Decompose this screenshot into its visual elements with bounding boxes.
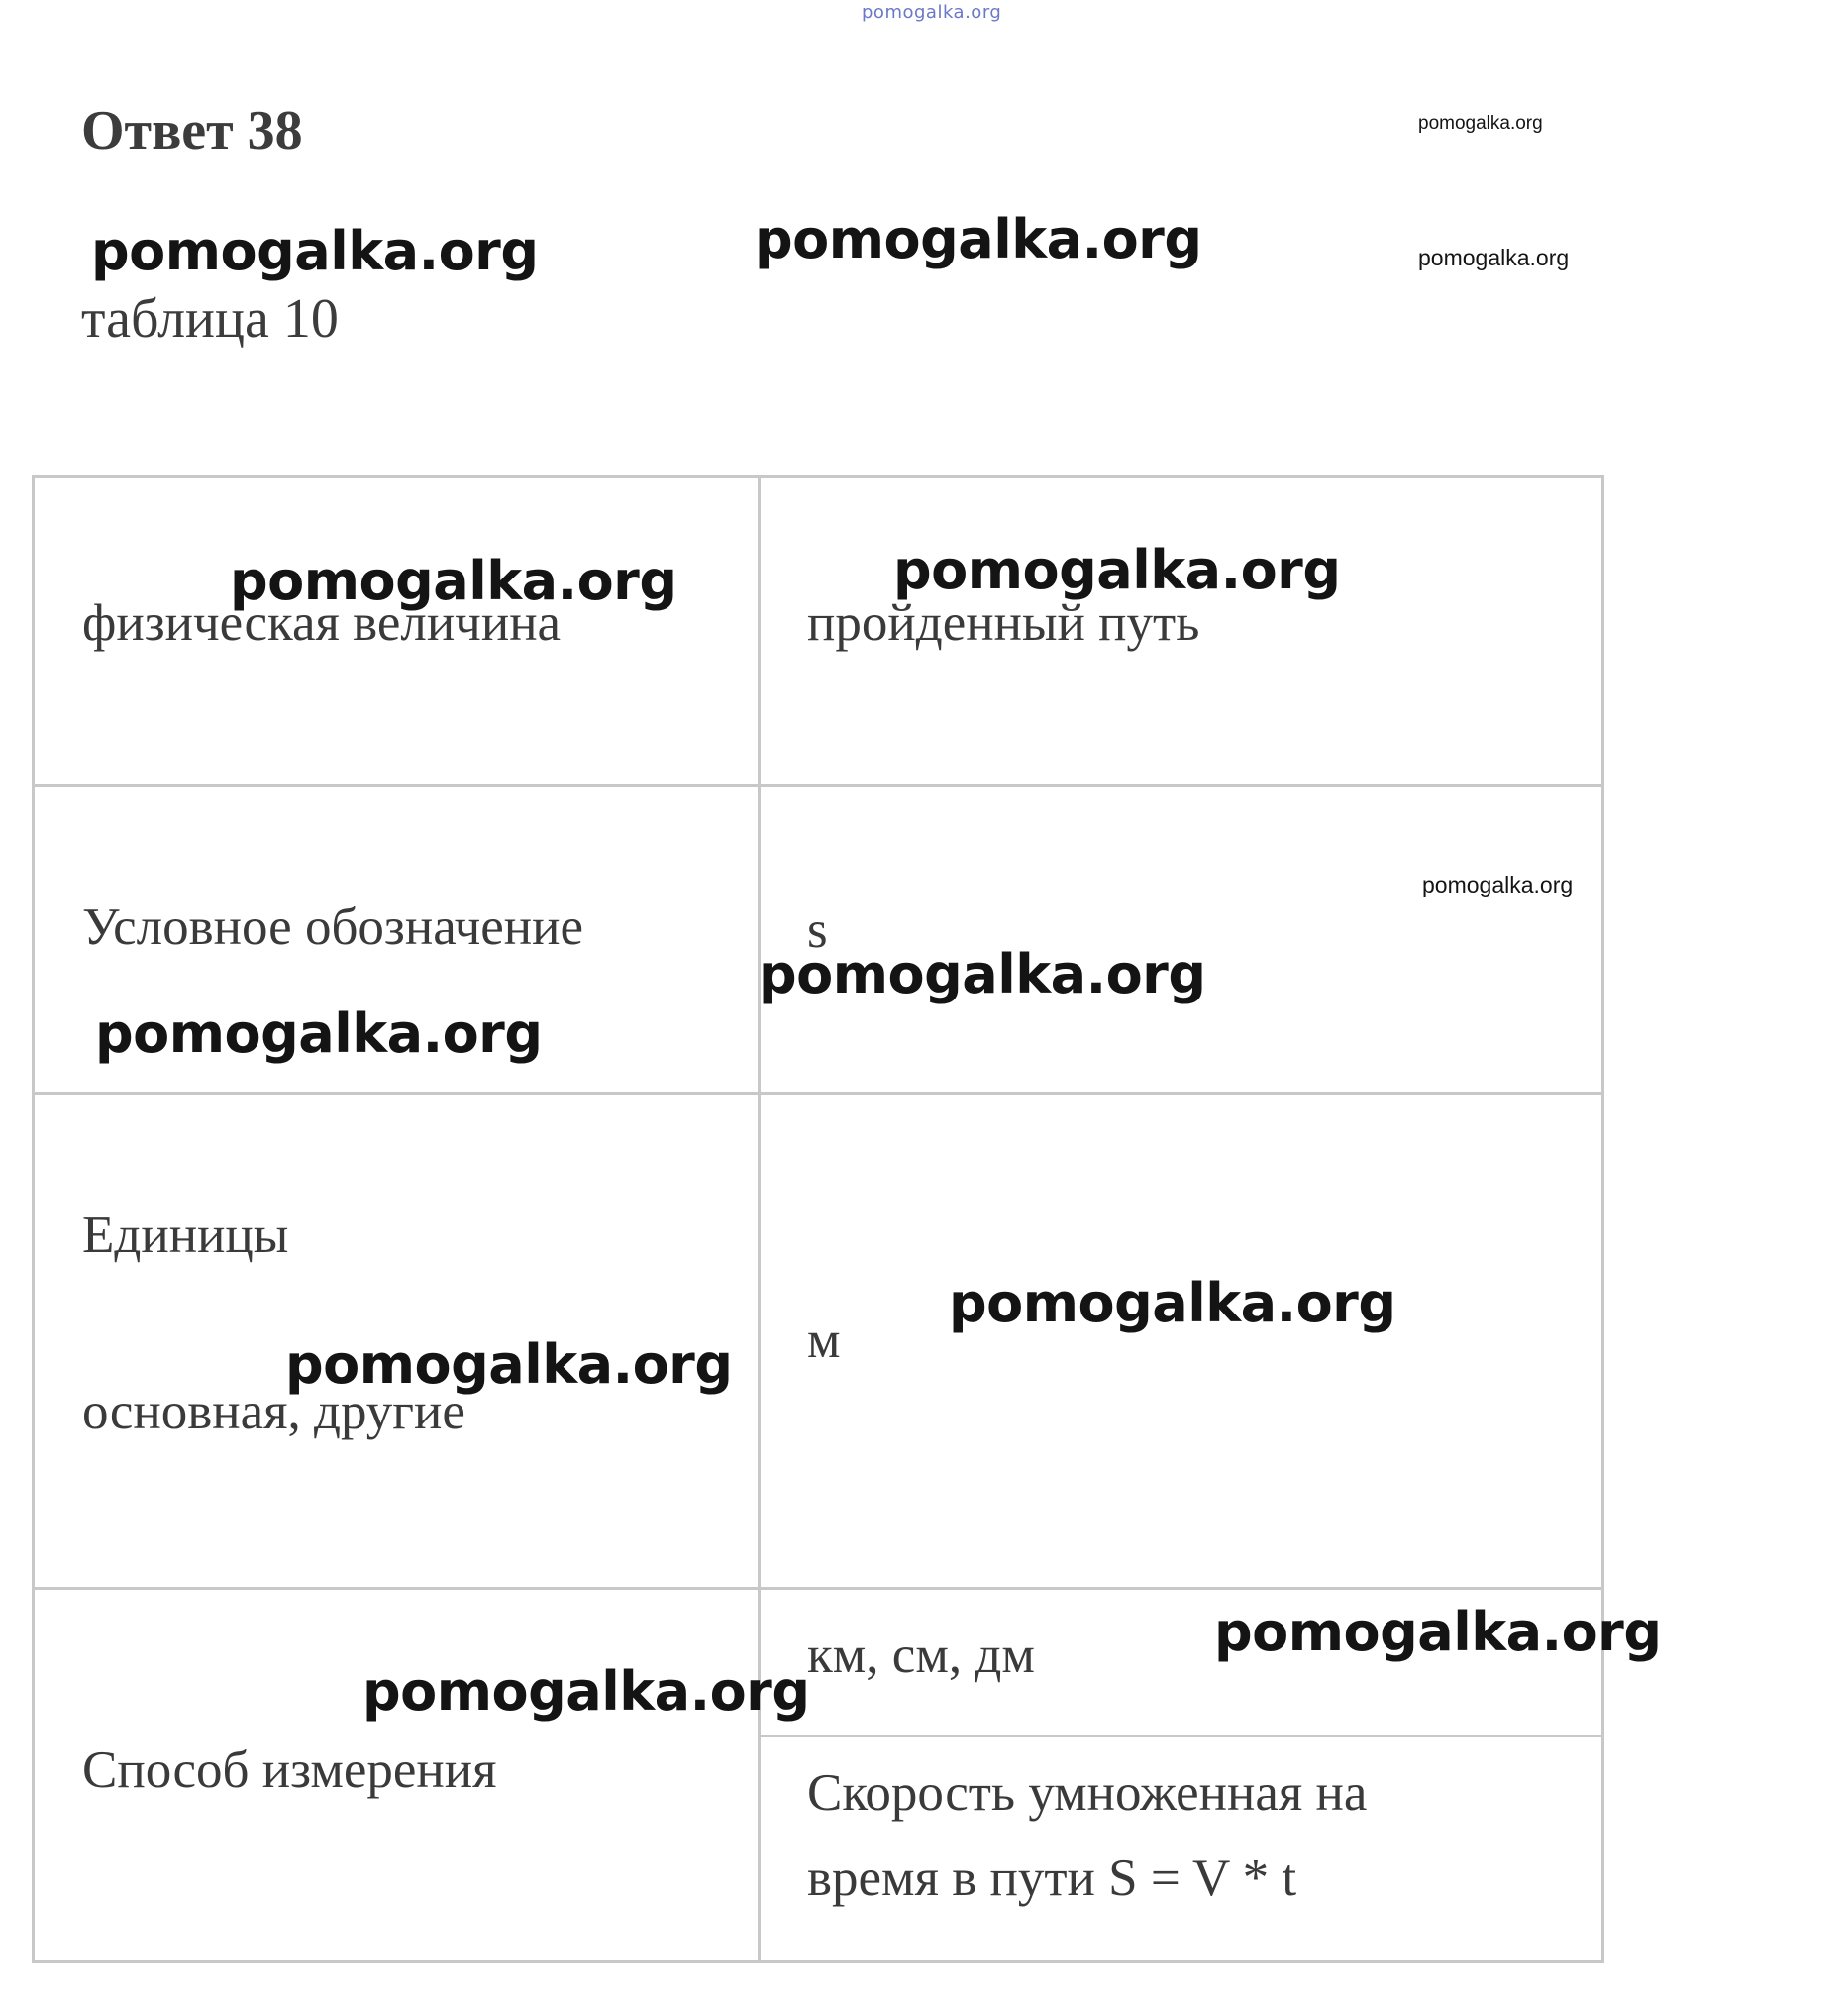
watermark: pomogalka.org [91, 220, 539, 282]
table-cell-value [758, 1092, 1604, 1590]
table-cell-value [758, 475, 1604, 787]
watermark: pomogalka.org [949, 1272, 1396, 1334]
answer-title: Ответ 38 [81, 100, 303, 161]
watermark: pomogalka.org [285, 1333, 733, 1396]
data-table [32, 475, 1604, 1963]
top-watermark: pomogalka.org [862, 2, 1002, 23]
cell-text: физическая величина [82, 594, 562, 652]
watermark: pomogalka.org [759, 943, 1206, 1005]
watermark: pomogalka.org [95, 1002, 543, 1065]
cell-text: Единицы [82, 1207, 289, 1264]
cell-text: км, см, дм [807, 1627, 1035, 1684]
cell-text: Скорость умноженная на [807, 1764, 1368, 1822]
cell-text: s [807, 901, 828, 959]
watermark: pomogalka.org [1418, 113, 1543, 134]
watermark: pomogalka.org [230, 550, 677, 612]
table-cell-label [32, 1587, 761, 1963]
cell-text: пройденный путь [807, 594, 1200, 652]
watermark: pomogalka.org [1418, 245, 1570, 270]
watermark: pomogalka.org [893, 539, 1341, 601]
cell-text: Условное обозначение [82, 898, 584, 956]
cell-text: основная, другие [82, 1383, 465, 1440]
cell-text: м [807, 1312, 841, 1369]
table-cell-value [758, 784, 1604, 1095]
cell-text: Способ измерения [82, 1741, 497, 1799]
table-cell-value [758, 1735, 1604, 1963]
cell-text: время в пути S = V * t [807, 1849, 1297, 1907]
watermark: pomogalka.org [362, 1660, 810, 1723]
watermark: pomogalka.org [1422, 872, 1574, 897]
watermark: pomogalka.org [1214, 1601, 1662, 1663]
table-subtitle: таблица 10 [81, 288, 339, 350]
table-cell-label [32, 475, 761, 787]
watermark: pomogalka.org [755, 208, 1202, 270]
